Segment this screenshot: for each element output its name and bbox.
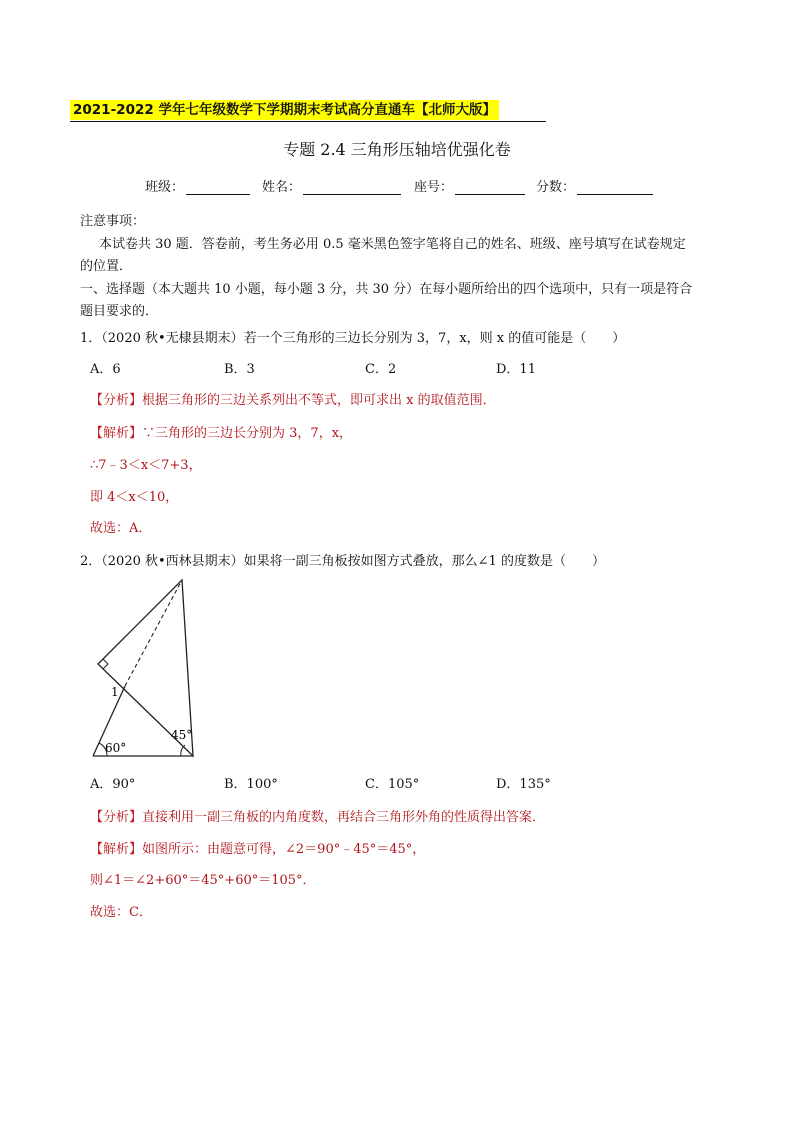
q1-answer: 故选：A． <box>90 521 152 536</box>
q2-answer: 故选：C． <box>90 905 152 920</box>
q2-analysis-text: 直接利用一副三角板的内角度数，再结合三角形外角的性质得出答案． <box>142 810 546 825</box>
q1-step-1: ∴7﹣3＜x＜7+3， <box>90 458 202 473</box>
q1-options <box>90 358 570 376</box>
field-class[interactable] <box>145 176 250 195</box>
angle-45-label: 45° <box>171 728 193 742</box>
notice-line-1: 本试卷共 30 题．答卷前，考生务必用 0.5 毫米黑色签字笔将自己的姓名、班级、座号填写在试卷规定 <box>99 237 686 252</box>
q2-option-d[interactable]: D．135° <box>496 777 551 792</box>
angle-60-label: 60° <box>105 741 127 755</box>
field-score[interactable] <box>536 176 653 195</box>
page-title: 专题 2.4 三角形压轴培优强化卷 <box>283 140 511 159</box>
hidden-edge-dashed <box>125 580 182 686</box>
q2-step-1: 则∠1＝∠2+60°＝45°+60°＝105°． <box>90 873 316 888</box>
section-intro-line-1: 一、选择题（本大题共 10 小题，每小题 3 分，共 30 分）在每小题所给出的四个选项中，只有一项是符合 <box>80 282 693 297</box>
angle-1-label: 1 <box>111 685 119 699</box>
notice-heading: 注意事项： <box>80 214 146 229</box>
q2-solution-text: 如图所示：由题意可得，∠2＝90°﹣45°＝45°， <box>142 842 426 857</box>
field-score-blank[interactable] <box>577 180 653 195</box>
field-name-blank[interactable] <box>303 180 401 195</box>
q1-analysis-tag: 【分析】 <box>90 393 143 408</box>
q2-option-c[interactable]: C．105° <box>365 777 420 792</box>
q1-option-a[interactable]: A．6 <box>90 362 121 377</box>
q1-analysis <box>90 389 496 408</box>
q1-solution-text: ∵三角形的三边长分别为 3，7，x， <box>142 426 353 441</box>
notice-line-2: 的位置． <box>80 259 133 274</box>
q1-stem: 1．（2020 秋•无棣县期末）若一个三角形的三边长分别为 3，7，x，则 x 的值可能是（ ） <box>80 331 626 346</box>
field-seat[interactable] <box>414 176 525 195</box>
q1-step-2: 即 4＜x＜10， <box>90 490 179 505</box>
field-name[interactable] <box>262 176 401 195</box>
q2-solution <box>90 838 425 857</box>
q1-option-b[interactable]: B．3 <box>224 362 255 377</box>
q2-option-a[interactable]: A．90° <box>90 777 136 792</box>
right-angle-mark <box>103 659 108 669</box>
field-class-blank[interactable] <box>186 180 250 195</box>
q1-option-d[interactable]: D．11 <box>496 362 536 377</box>
q1-solution-tag: 【解析】 <box>90 426 143 441</box>
field-seat-blank[interactable] <box>455 180 525 195</box>
q2-analysis <box>90 806 545 825</box>
q2-option-b[interactable]: B．100° <box>224 777 278 792</box>
angle-45-arc <box>181 745 185 756</box>
exam-banner: 2021-2022 学年七年级数学下学期期末考试高分直通车【北师大版】 <box>70 100 499 120</box>
q2-options <box>90 773 570 791</box>
field-name-label: 姓名： <box>262 180 302 195</box>
q2-stem: 2．（2020 秋•西林县期末）如果将一副三角板按如图方式叠放，那么∠1 的度数是（ ） <box>80 554 605 569</box>
field-seat-label: 座号： <box>414 180 454 195</box>
field-score-label: 分数： <box>536 180 576 195</box>
q2-solution-tag: 【解析】 <box>90 842 143 857</box>
section-intro-line-2: 题目要求的． <box>80 304 159 319</box>
q1-solution <box>90 422 352 441</box>
q2-triangle-figure <box>85 572 215 764</box>
banner-underline <box>70 121 546 122</box>
field-class-label: 班级： <box>145 180 185 195</box>
q1-option-c[interactable]: C．2 <box>365 362 397 377</box>
q1-analysis-text: 根据三角形的三边关系列出不等式，即可求出 x 的取值范围． <box>142 393 496 408</box>
q2-analysis-tag: 【分析】 <box>90 810 143 825</box>
